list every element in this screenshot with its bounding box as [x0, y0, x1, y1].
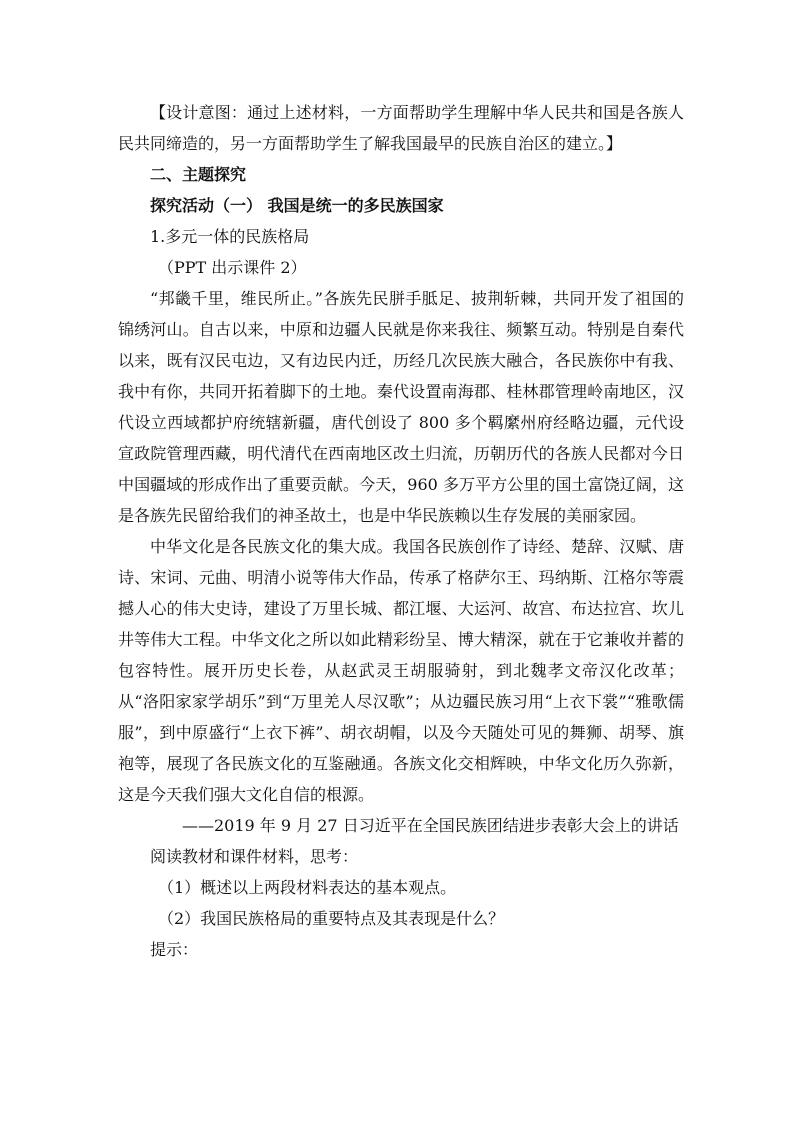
quote-source: ——2019 年 9 月 27 日习近平在全国民族团结进步表彰大会上的讲话: [182, 816, 679, 835]
subsection-title: 1.多元一体的民族格局: [150, 227, 310, 246]
question-2: （2）我国民族格局的重要特点及其表现是什么？: [158, 909, 505, 928]
design-intent-paragraph: 【设计意图：通过上述材料，一方面帮助学生理解中华人民共和国是各族人民共同缔造的，另一方面帮助学生了解我国最早的民族自治区的建立。】: [118, 103, 684, 153]
quote-paragraph-2: 中华文化是各民族文化的集大成。我国各民族创作了诗经、楚辞、汉赋、唐诗、宋词、元曲、明清小说等伟大作品，传承了格萨尔王、玛纳斯、江格尔等震撼人心的伟大史诗，建设了万里长城、都江堰、大运河、故宫、布达拉宫、坎儿井等伟大工程。中华文化之所以如此精彩纷呈、博大精深，就在于它兼收并蓄的包容特性。展开历史长卷，从赵武灵王胡服骑射，到北魏孝文帝汉化改革；从“洛阳家家学胡乐”到“万里羌人尽汉歌”；从边疆民族习用“上衣下裳”“雅歌儒服”，到中原盛行“上衣下裤”、胡衣胡帽，以及今天随处可见的舞狮、胡琴、旗袍等，展现了各民族文化的互鉴融通。各族文化交相辉映，中华文化历久弥新，这是今天我们强大文化自信的根源。: [118, 537, 684, 804]
hint-label: 提示：: [150, 940, 199, 959]
question-1: （1）概述以上两段材料表达的基本观点。: [158, 878, 457, 897]
activity-title: 探究活动（一） 我国是统一的多民族国家: [150, 196, 444, 215]
document-body: [118, 97, 684, 965]
reading-prompt: 阅读教材和课件材料，思考：: [150, 847, 359, 866]
quote-paragraph-1: “邦畿千里，维民所止。”各族先民胼手胝足、披荆斩棘，共同开发了祖国的锦绣河山。自古以来，中原和边疆人民就是你来我往、频繁互动。特别是自秦代以来，既有汉民屯边，又有边民内迁，历经几次民族大融合，各民族你中有我、我中有你，共同开拓着脚下的土地。秦代设置南海郡、桂林郡管理岭南地区，汉代设立西域都护府统辖新疆，唐代创设了 800 多个羁縻州府经略边疆，元代设宣政院管理西藏，明代清代在西南地区改土归流，历朝历代的各族人民都对今日中国疆域的形成作出了重要贡献。今天，960 多万平方公里的国土富饶辽阔，这是各族先民留给我们的神圣故土，也是中华民族赖以生存发展的美丽家园。: [118, 289, 684, 525]
ppt-note: （PPT 出示课件 2）: [158, 258, 307, 277]
section-title: 二、主题探究: [150, 165, 247, 184]
